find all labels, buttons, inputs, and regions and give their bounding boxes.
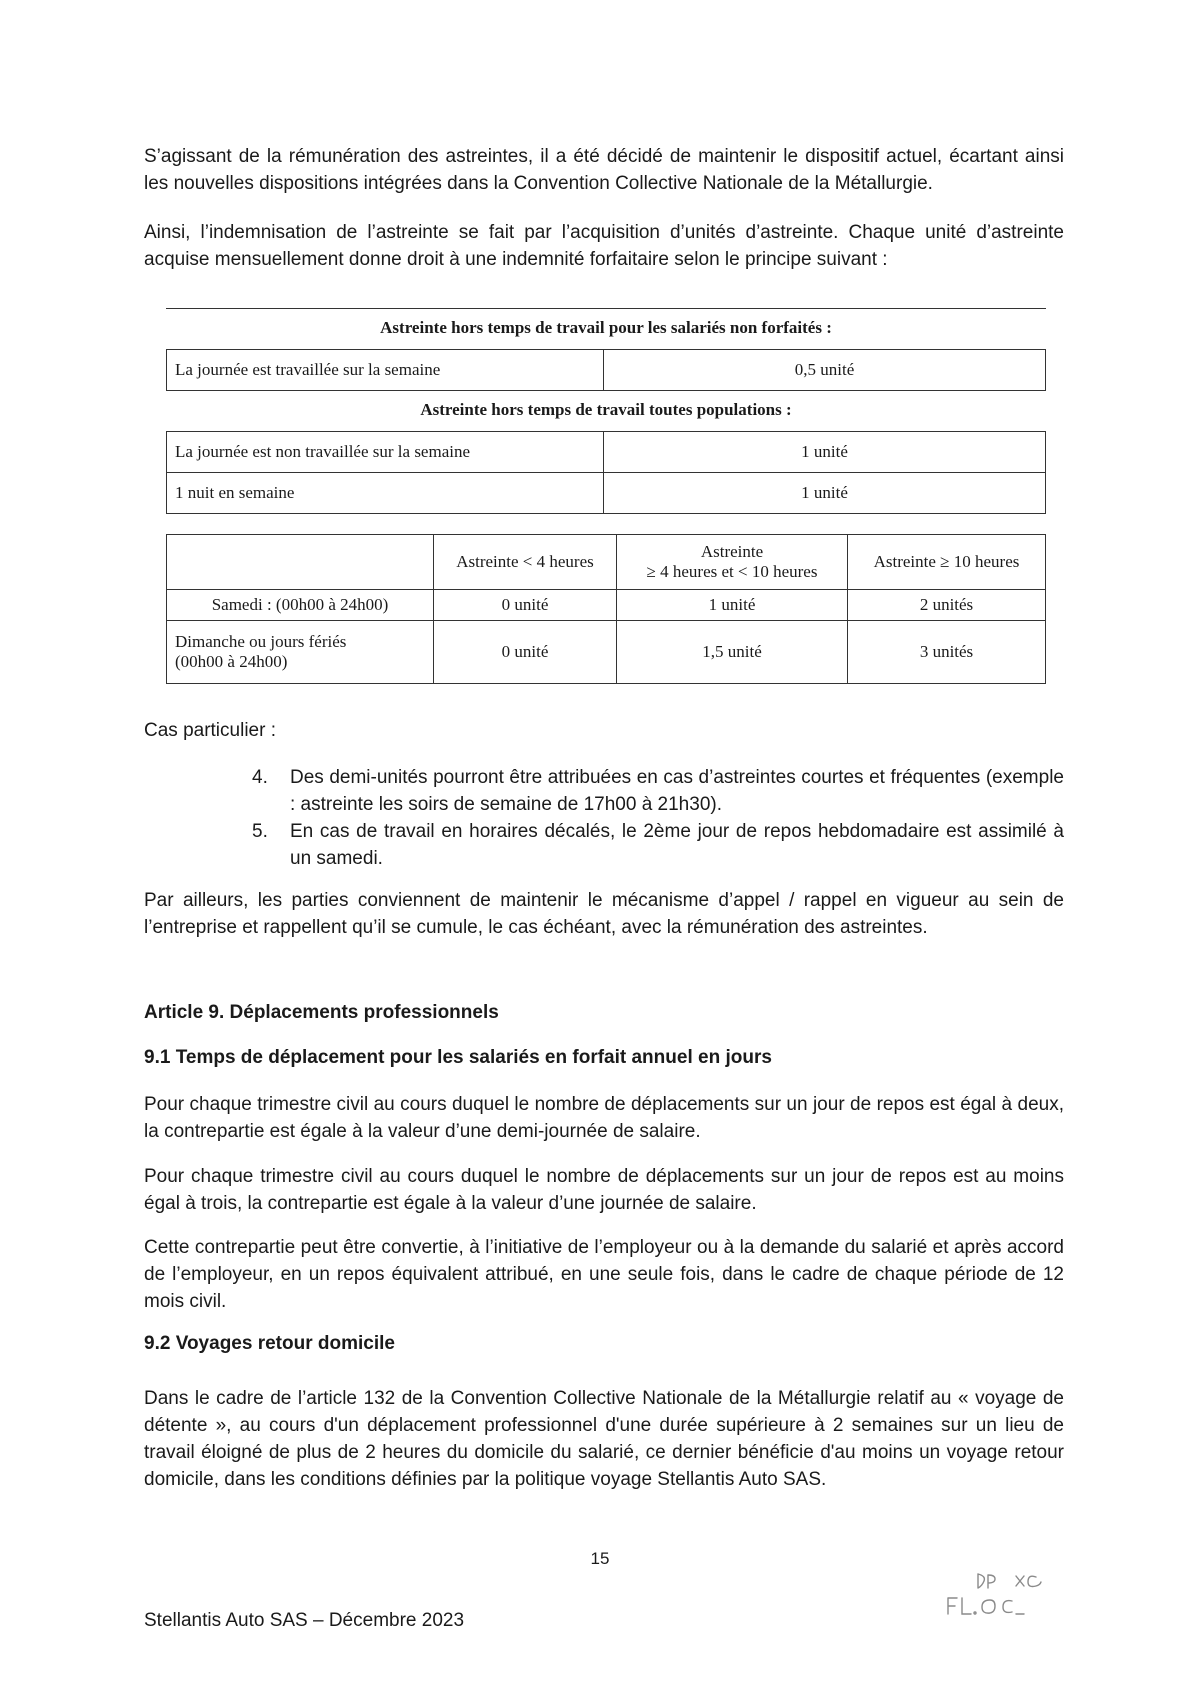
table-top-rule — [166, 308, 1046, 309]
table2-header-lt4: Astreinte < 4 heures — [434, 535, 617, 590]
table1-row-label: 1 nuit en semaine — [167, 473, 604, 514]
section-9-2-paragraph-1: Dans le cadre de l’article 132 de la Convention Collective Nationale de la Métallurgie relatif au « voyage de détente », au cours d'un déplacement professionnel d'une durée supérieure à 2 semaines sur un lieu de travail éloigné de plus de 2 heures du domicile du salarié, ce dernier bénéficie d'au moins un voyage retour domicile, dans les conditions définies par la politique voyage Stellantis Auto SAS. — [144, 1388, 1064, 1490]
table2-row-label: Samedi : (00h00 à 24h00) — [167, 590, 434, 621]
section-9-1-paragraph-2: Pour chaque trimestre civil au cours duquel le nombre de déplacements sur un jour de repos est au moins égal à trois, la contrepartie est égale à la valeur d’une journée de salaire. — [144, 1166, 1064, 1214]
table2-cell: 3 unités — [848, 621, 1046, 684]
table2-cell: 1 unité — [617, 590, 848, 621]
table1-section-b — [166, 431, 1046, 514]
handwritten-initials — [944, 1568, 1054, 1633]
table1-row-value: 1 unité — [604, 473, 1046, 514]
section-9-1-paragraph-3: Cette contrepartie peut être convertie, à l’initiative de l’employeur ou à la demande du salarié et après accord de l’employeur, en un repos équivalent attribué, en une seule fois, dans le cadre de chaque période de 12 mois civil. — [144, 1237, 1064, 1312]
table2-cell: 2 unités — [848, 590, 1046, 621]
table1-caption-a: Astreinte hors temps de travail pour les salariés non forfaités : — [380, 318, 832, 337]
table1-caption-b: Astreinte hors temps de travail toutes populations : — [420, 400, 792, 419]
table2-row-label — [167, 621, 434, 684]
table2-row-label-line2: (00h00 à 24h00) — [175, 652, 288, 671]
section-9-1-paragraph-1: Pour chaque trimestre civil au cours duquel le nombre de déplacements sur un jour de repos est égal à deux, la contrepartie est égale à la valeur d’une demi-journée de salaire. — [144, 1094, 1064, 1142]
table2-cell: 0 unité — [434, 621, 617, 684]
table2-header-4to10 — [617, 535, 848, 590]
initials-signature-icon — [944, 1568, 1054, 1628]
intro-paragraph-1: S’agissant de la rémunération des astreintes, il a été décidé de maintenir le dispositif actuel, écartant ainsi les nouvelles dispositions intégrées dans la Convention Collective Nationale de la Métallurgie. — [144, 146, 1064, 194]
table2-weekend — [166, 534, 1046, 684]
table1-row-value: 0,5 unité — [604, 350, 1046, 391]
list-item — [252, 818, 1064, 872]
table1-row-label: La journée est non travaillée sur la semaine — [167, 432, 604, 473]
page-number: 15 — [590, 1549, 610, 1568]
section-9-2-heading: 9.2 Voyages retour domicile — [144, 1333, 395, 1354]
list-item-text: En cas de travail en horaires décalés, le 2ème jour de repos hebdomadaire est assimilé à un samedi. — [290, 821, 1064, 869]
intro-paragraph-2: Ainsi, l’indemnisation de l’astreinte se fait par l’acquisition d’unités d’astreinte. Chaque unité d’astreinte acquise mensuellement donne droit à une indemnité forfaitaire selon le principe suivant : — [144, 222, 1064, 270]
table2-header-empty — [167, 535, 434, 590]
article-9-heading: Article 9. Déplacements professionnels — [144, 1002, 499, 1023]
table2-header-4to10-line2: ≥ 4 heures et < 10 heures — [646, 562, 818, 581]
cas-particulier-title: Cas particulier : — [144, 720, 276, 741]
list-item-number: 4. — [252, 767, 268, 788]
table2-header-4to10-line1: Astreinte — [700, 542, 764, 561]
section-9-1-heading: 9.1 Temps de déplacement pour les salariés en forfait annuel en jours — [144, 1047, 772, 1068]
list-item — [252, 764, 1064, 818]
list-item-number: 5. — [252, 821, 268, 842]
table1-row-label: La journée est travaillée sur la semaine — [167, 350, 604, 391]
table2-cell: 1,5 unité — [617, 621, 848, 684]
table2-cell: 0 unité — [434, 590, 617, 621]
table1-section-a — [166, 349, 1046, 391]
paragraph-par-ailleurs: Par ailleurs, les parties conviennent de maintenir le mécanisme d’appel / rappel en vigueur au sein de l’entreprise et rappellent qu’il se cumule, le cas échéant, avec la rémunération des astreintes. — [144, 890, 1064, 938]
list-item-text: Des demi-unités pourront être attribuées en cas d’astreintes courtes et fréquentes (exemple : astreinte les soirs de semaine de 17h00 à 21h30). — [290, 767, 1064, 815]
footer-company-date: Stellantis Auto SAS – Décembre 2023 — [144, 1610, 465, 1631]
table1-row-value: 1 unité — [604, 432, 1046, 473]
table2-row-label-line1: Dimanche ou jours fériés — [175, 632, 347, 651]
table2-header-ge10: Astreinte ≥ 10 heures — [848, 535, 1046, 590]
